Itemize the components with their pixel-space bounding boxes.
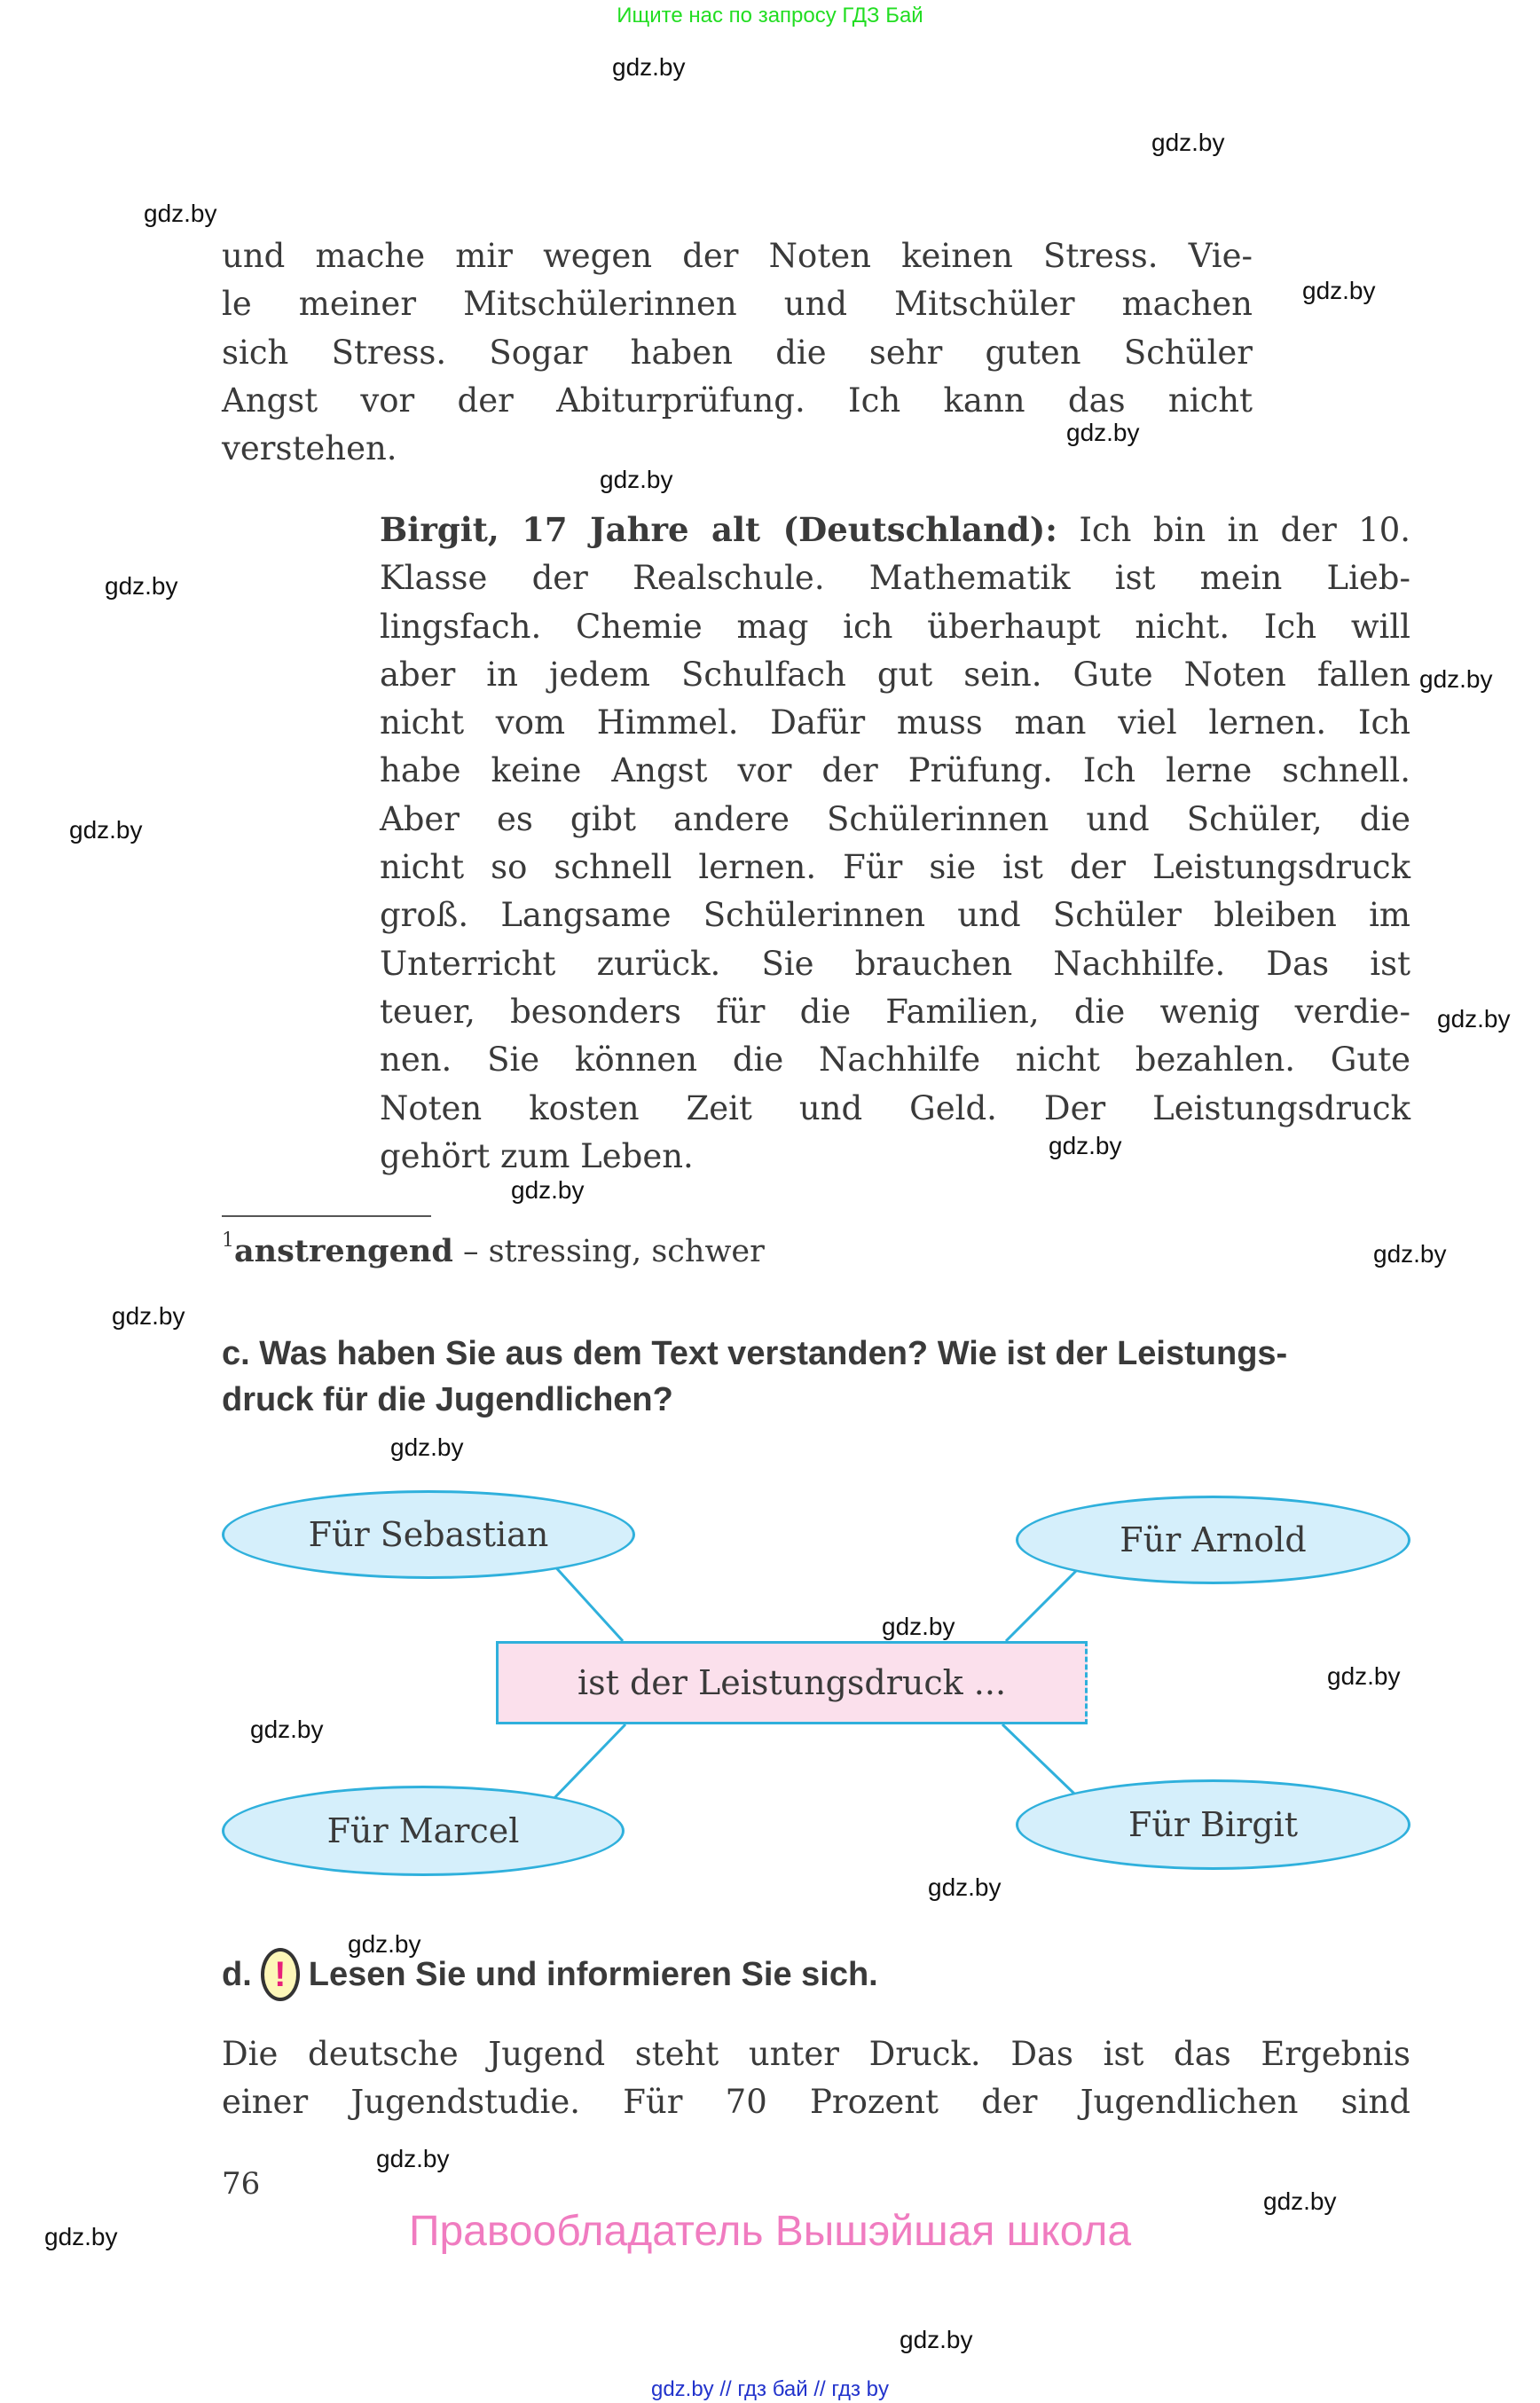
page-number: 76 <box>222 2166 261 2202</box>
watermark: gdz.by <box>1151 129 1225 156</box>
watermark: gdz.by <box>144 200 217 227</box>
watermark: gdz.by <box>112 1302 185 1330</box>
watermark: gdz.by <box>348 1930 421 1958</box>
watermark: gdz.by <box>390 1433 464 1461</box>
text-line: groß. Langsame Schülerinnen und Schüler bleiben im <box>380 896 1410 935</box>
paragraph-birgit <box>380 506 1410 1181</box>
exclamation-icon: ! <box>261 1948 300 2001</box>
watermark: gdz.by <box>1419 665 1493 693</box>
text-line: Klasse der Realschule. Mathematik ist mein Lieb- <box>380 559 1410 598</box>
task-c-line: c. Was haben Sie aus dem Text verstanden? Wie ist der Leistungs- <box>222 1335 1288 1372</box>
watermark: gdz.by <box>1066 419 1140 446</box>
text-line: verstehen. <box>222 429 397 468</box>
text-line: einer Jugendstudie. Für 70 Prozent der Jugendlichen sind <box>222 2083 1410 2122</box>
node-arnold: Für Arnold <box>1016 1496 1410 1584</box>
watermark: gdz.by <box>44 2223 118 2250</box>
watermark: gdz.by <box>250 1716 324 1743</box>
watermark: gdz.by <box>1049 1132 1122 1159</box>
text-line: Noten kosten Zeit und Geld. Der Leistungsdruck <box>380 1088 1410 1127</box>
footnote-term: anstrengend <box>234 1233 453 1269</box>
task-d-text: Lesen Sie und informieren Sie sich. <box>308 1956 878 1993</box>
paragraph-study <box>222 2030 1410 2127</box>
task-c-heading <box>222 1331 1410 1423</box>
watermark: gdz.by <box>1263 2187 1337 2215</box>
paragraph-continued <box>222 232 1253 473</box>
top-banner: Ищите нас по запросу ГДЗ Бай <box>617 4 923 27</box>
text-line: gehört zum Leben. <box>380 1136 694 1175</box>
watermark: gdz.by <box>900 2326 973 2353</box>
task-d-label: d. <box>222 1956 252 1993</box>
rights-holder: Правообладатель Вышэйшая школа <box>408 2208 1132 2255</box>
text-line: Angst vor der Abiturprüfung. Ich kann das nicht <box>222 381 1253 420</box>
text-line: Die deutsche Jugend steht unter Druck. Das ist das Ergebnis <box>222 2035 1410 2073</box>
watermark: gdz.by <box>1373 1240 1447 1268</box>
watermark: gdz.by <box>376 2145 450 2172</box>
task-c-line: druck für die Jugendlichen? <box>222 1381 673 1418</box>
text-line <box>380 506 1410 554</box>
text-line: nicht vom Himmel. Dafür muss man viel lernen. Ich <box>380 703 1410 742</box>
watermark: gdz.by <box>928 1873 1002 1901</box>
watermark: gdz.by <box>511 1176 585 1204</box>
text-line: le meiner Mitschülerinnen und Mitschüler machen <box>222 285 1253 324</box>
footnote-divider <box>222 1215 431 1217</box>
speaker-name: Birgit, 17 Jahre alt (Deutschland): <box>380 510 1057 549</box>
watermark: gdz.by <box>1327 1662 1401 1690</box>
text-line: aber in jedem Schulfach gut sein. Gute Noten fallen <box>380 655 1410 694</box>
text-line: lingsfach. Chemie mag ich überhaupt nicht. Ich will <box>380 607 1410 646</box>
text-line: teuer, besonders für die Familien, die wenig verdie- <box>380 992 1410 1031</box>
text-line: habe keine Angst vor der Prüfung. Ich lerne schnell. <box>380 751 1410 790</box>
text-line: Unterricht zurück. Sie brauchen Nachhilfe. Das ist <box>380 944 1410 983</box>
watermark: gdz.by <box>600 466 673 493</box>
center-box: ist der Leistungsdruck ... <box>496 1641 1088 1724</box>
watermark: gdz.by <box>1437 1005 1511 1033</box>
node-marcel: Für Marcel <box>222 1786 625 1876</box>
node-birgit: Für Birgit <box>1016 1779 1410 1870</box>
node-sebastian: Für Sebastian <box>222 1490 635 1579</box>
watermark: gdz.by <box>1302 277 1376 304</box>
watermark: gdz.by <box>69 816 143 844</box>
task-d-heading <box>222 1948 878 2001</box>
text-line: nicht so schnell lernen. Für sie ist der Leistungsdruck <box>380 848 1410 887</box>
text-line: nen. Sie können die Nachhilfe nicht bezahlen. Gute <box>380 1041 1410 1080</box>
watermark: gdz.by <box>612 53 686 81</box>
footnote-marker: 1 <box>222 1229 234 1252</box>
footnote-definition: – stressing, schwer <box>452 1234 765 1269</box>
text-line: sich Stress. Sogar haben die sehr guten Schüler <box>222 333 1253 372</box>
text-line: und mache mir wegen der Noten keinen Stress. Vie- <box>222 237 1253 275</box>
watermark: gdz.by <box>882 1613 955 1640</box>
text-line: Aber es gibt andere Schülerinnen und Schüler, die <box>380 799 1410 838</box>
watermark: gdz.by <box>105 572 178 600</box>
bottom-links[interactable]: gdz.by // гдз бай // гдз by <box>650 2377 890 2401</box>
text-run: Ich bin in der 10. <box>1057 511 1410 549</box>
footnote <box>222 1229 765 1269</box>
